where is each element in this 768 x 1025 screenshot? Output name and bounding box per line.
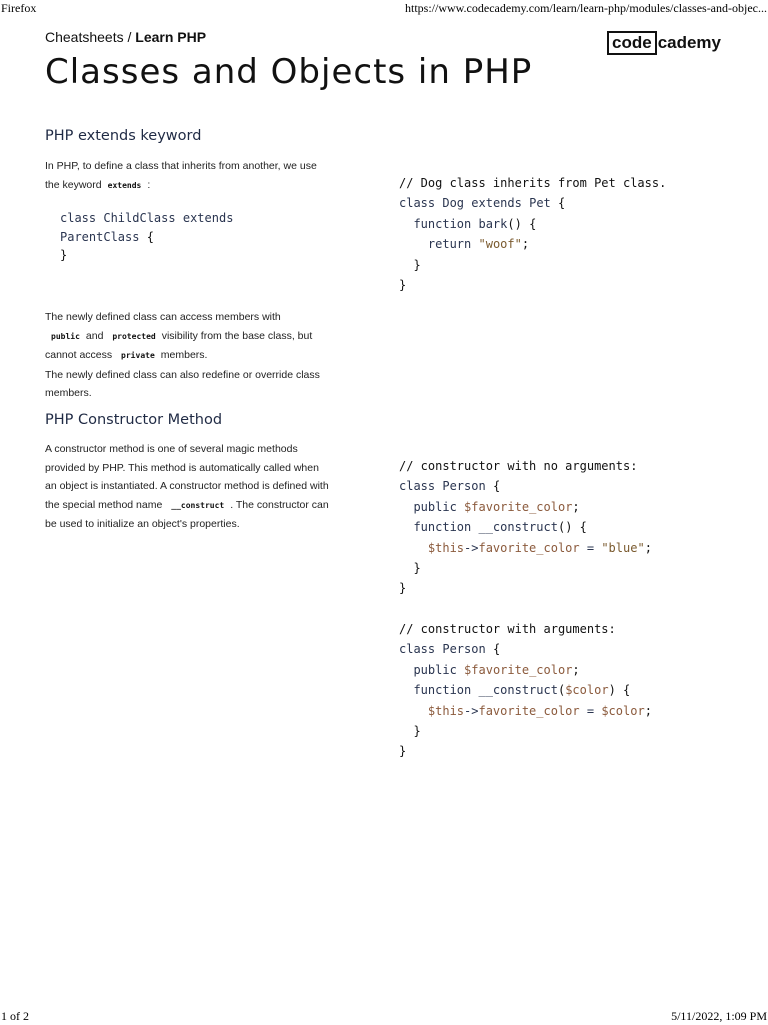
logo-boxed-text: code xyxy=(607,31,657,55)
section-heading-extends: PHP extends keyword xyxy=(45,128,202,144)
inline-code-extends: extends xyxy=(107,180,142,190)
breadcrumb-root-link[interactable]: Cheatsheets xyxy=(45,29,124,45)
extends-description xyxy=(45,308,333,403)
code-example-constructor-with-args: // constructor with arguments: class Person { public $favorite_color; function __construct($color) { $this->favorite_color = $color; } } xyxy=(399,622,652,759)
browser-name: Firefox xyxy=(1,1,37,15)
code-example-dog: // Dog class inherits from Pet class. class Dog extends Pet { function bark() { return "woof"; } } xyxy=(399,176,667,293)
inline-code-private: private xyxy=(121,351,155,361)
constructor-desc-b: . The constructor can be used to initialize an object's properties. xyxy=(45,498,329,531)
codecademy-logo[interactable] xyxy=(607,31,721,55)
inline-code-block: class ChildClass extends ParentClass { } xyxy=(60,211,234,262)
constructor-desc-a: A constructor method is one of several magic methods provided by PHP. This method is automatically called when an object is instantiated. A constructor method is defined with the special method name xyxy=(45,443,329,511)
print-footer xyxy=(0,1009,768,1025)
constructor-description xyxy=(45,440,333,534)
logo-text: cademy xyxy=(657,33,722,52)
page-title: Classes and Objects in PHP xyxy=(45,52,533,92)
breadcrumb-separator: / xyxy=(127,29,132,45)
inline-code-protected: protected xyxy=(112,331,156,341)
extends-intro-text xyxy=(45,157,333,195)
inline-code-public: public xyxy=(51,331,80,341)
code-example-constructor-no-args: // constructor with no arguments: class Person { public $favorite_color; function __construct() { $this->favorite_color = "blue"; } } xyxy=(399,459,652,596)
print-header xyxy=(0,1,768,17)
inline-code-construct: __construct xyxy=(171,500,225,510)
print-datetime: 5/11/2022, 1:09 PM xyxy=(671,1009,767,1023)
extends-desc-b: and xyxy=(85,329,104,342)
breadcrumb-current-link[interactable]: Learn PHP xyxy=(135,29,207,45)
extends-desc-d: members. xyxy=(160,349,208,362)
page-number: 1 of 2 xyxy=(1,1009,29,1023)
breadcrumb xyxy=(45,29,206,45)
extends-desc-a: The newly defined class can access members with xyxy=(45,311,281,323)
extends-intro-b: : xyxy=(147,178,151,191)
extends-desc-e: The newly defined class can also redefine or override class members. xyxy=(45,368,320,400)
section-heading-constructor: PHP Constructor Method xyxy=(45,412,223,428)
extends-desc-c: visibility from the base class, but cannot access xyxy=(45,329,313,362)
page-url: https://www.codecademy.com/learn/learn-php/modules/classes-and-objec... xyxy=(405,1,767,15)
extends-intro-a: In PHP, to define a class that inherits from another, we use the keyword xyxy=(45,160,317,191)
